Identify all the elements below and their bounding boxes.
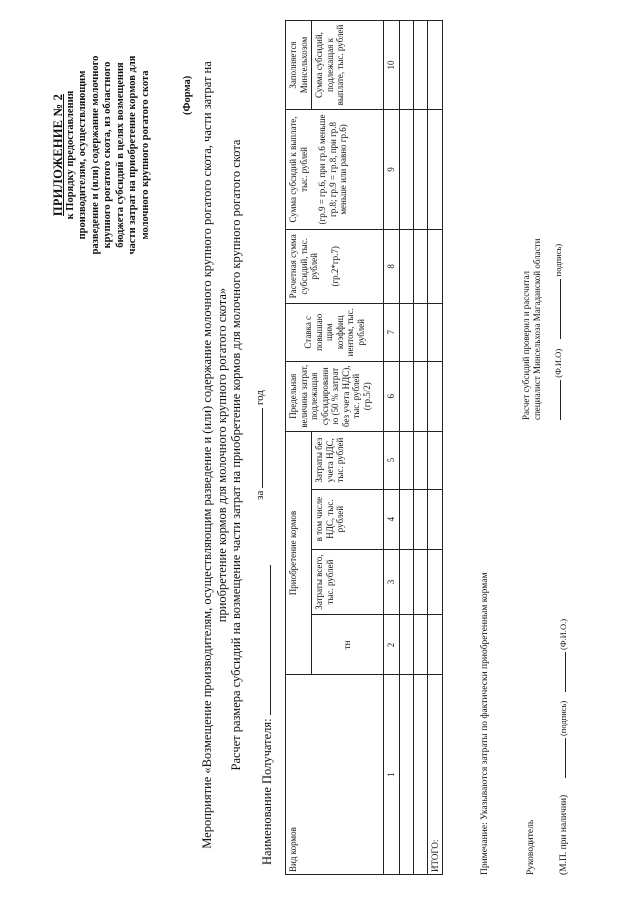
head-label: Руководитель [526, 819, 536, 875]
table-cell[interactable] [427, 361, 443, 431]
subsidy-table [285, 20, 443, 875]
table-row [413, 21, 427, 875]
header-purchase: Приобретение кормов [286, 431, 312, 675]
header-ministry: Заполняется Минсельхозом [286, 21, 312, 110]
col-number: 4 [384, 489, 400, 549]
table-note: Примечание: Указываются затраты по фактически приобретенным кормам [480, 572, 490, 875]
col-number: 1 [384, 675, 400, 875]
header-line: крупного рогатого скота, из областного [102, 61, 113, 249]
table-cell[interactable] [399, 229, 413, 303]
table-row [399, 21, 413, 875]
sign-caption-2: подпись) [553, 243, 563, 277]
sign-caption: (подпись) [558, 700, 568, 737]
col-number: 8 [384, 229, 400, 303]
header-ministry-sum: Сумма субсидий, подлежащая к выплате, тыс. рублей [312, 21, 384, 110]
table-cell[interactable] [413, 229, 427, 303]
seal-label: (М.П. при наличии) [559, 794, 569, 875]
header-line: производителям, осуществляющим [77, 70, 88, 240]
header-pay-formula: (гр.9 = гр.6, при гр.6 меньше гр.8; гр.9 = гр.8, при гр.8 меньше или равно гр.6) [317, 114, 348, 225]
header-line: к Порядку предоставления [64, 90, 76, 220]
header-calc-formula: (гр.2*гр.7) [329, 246, 340, 287]
appendix-header [52, 5, 152, 305]
head-fio-field[interactable] [556, 652, 566, 692]
checked-line: специалист Минсельхоза Магаданской области [532, 238, 542, 420]
table-cell[interactable] [399, 431, 413, 489]
col-number: 10 [384, 21, 400, 110]
table-cell[interactable] [413, 675, 427, 875]
total-label: ИТОГО: [427, 675, 443, 875]
header-calc-sum-label: Расчетная сумма субсидий, тыс. рублей [288, 234, 319, 299]
header-tn: тн [312, 615, 384, 675]
table-cell[interactable] [399, 303, 413, 361]
table-cell[interactable] [427, 489, 443, 549]
header-costs-total: Затраты всего, тыс. рублей [312, 549, 384, 615]
table-cell[interactable] [413, 110, 427, 230]
header-costs-no-vat: Затраты без учета НДС, тыс. рублей [312, 431, 384, 489]
table-cell[interactable] [399, 549, 413, 615]
col-number: 7 [384, 303, 400, 361]
table-cell[interactable] [427, 21, 443, 110]
table-cell[interactable] [427, 549, 443, 615]
calc-line: Расчет размера субсидий на возмещение части затрат на приобретение кормов для молочного крупного рогатого скота [229, 139, 243, 771]
table-cell[interactable] [399, 489, 413, 549]
table-cell[interactable] [413, 489, 427, 549]
header-calc-sum [286, 229, 384, 303]
event-line: Мероприятие «Возмещение производителям, осуществляющим разведение и (или) содержание молочного крупного рогатого скота, части затрат на приобретение кормов для молочного крупного рогатого скота» [200, 61, 229, 849]
col-number: 9 [384, 110, 400, 230]
period-suffix: год [254, 390, 266, 406]
period-prefix: за [254, 490, 266, 500]
header-line: разведение и (или) содержание молочного [89, 55, 101, 255]
specialist-check [521, 239, 543, 420]
table-cell[interactable] [413, 303, 427, 361]
header-rate: Ставка с повышаю щим коэффиц иентом, тыс. рублей [286, 303, 384, 361]
fio-caption: (Ф.И.О.) [558, 618, 568, 650]
appendix-title: ПРИЛОЖЕНИЕ № 2 [51, 93, 65, 217]
head-signature-line [526, 820, 536, 875]
table-cell[interactable] [427, 110, 443, 230]
head-sign-field[interactable] [556, 738, 566, 778]
fio-caption-2: (Ф.И.О) [553, 348, 563, 378]
specialist-sign-field[interactable] [551, 279, 561, 339]
header-line: бюджета субсидий в целях возмещения [114, 62, 126, 248]
specialist-fio-field[interactable] [551, 380, 561, 420]
checked-line: Расчет субсидий проверил и рассчитал [521, 270, 531, 420]
header-pay-sum [286, 110, 384, 230]
table-cell[interactable] [399, 361, 413, 431]
header-feed-type: Вид кормов [286, 675, 384, 875]
col-number: 2 [384, 615, 400, 675]
header-incl-vat: в том числе НДС, тыс. рублей [312, 489, 384, 549]
col-number: 5 [384, 431, 400, 489]
table-cell[interactable] [413, 615, 427, 675]
head-signature-captions [556, 619, 569, 875]
table-cell[interactable] [399, 21, 413, 110]
col-number: 3 [384, 549, 400, 615]
recipient-name-field[interactable] [259, 565, 271, 715]
header-line: части затрат на приобретение кормов для [127, 55, 138, 255]
form-label: (Форма) [182, 75, 193, 115]
recipient-label: Наименование Получателя: [260, 718, 274, 865]
table-cell[interactable] [399, 615, 413, 675]
total-row [427, 21, 443, 875]
period-year-field[interactable] [252, 408, 263, 488]
header-max-costs: Предельная величина затрат, подлежащая субсидировани ю (50 % затрат без учета НДС), тыс. рублей (гр.5/2) [286, 361, 384, 431]
table-cell[interactable] [413, 361, 427, 431]
header-line: молочного крупного рогатого скота [139, 70, 151, 240]
table-cell[interactable] [399, 675, 413, 875]
table-cell[interactable] [427, 303, 443, 361]
table-cell[interactable] [413, 549, 427, 615]
header-pay-sum-label: Сумма субсидий к выплате, тыс. рублей [288, 116, 309, 223]
specialist-signature [551, 244, 563, 420]
table-cell[interactable] [427, 615, 443, 675]
table-cell[interactable] [413, 431, 427, 489]
table-cell[interactable] [399, 110, 413, 230]
table-cell[interactable] [413, 21, 427, 110]
recipient-line [259, 565, 275, 865]
table-cell[interactable] [427, 431, 443, 489]
table-cell[interactable] [427, 229, 443, 303]
col-number: 6 [384, 361, 400, 431]
